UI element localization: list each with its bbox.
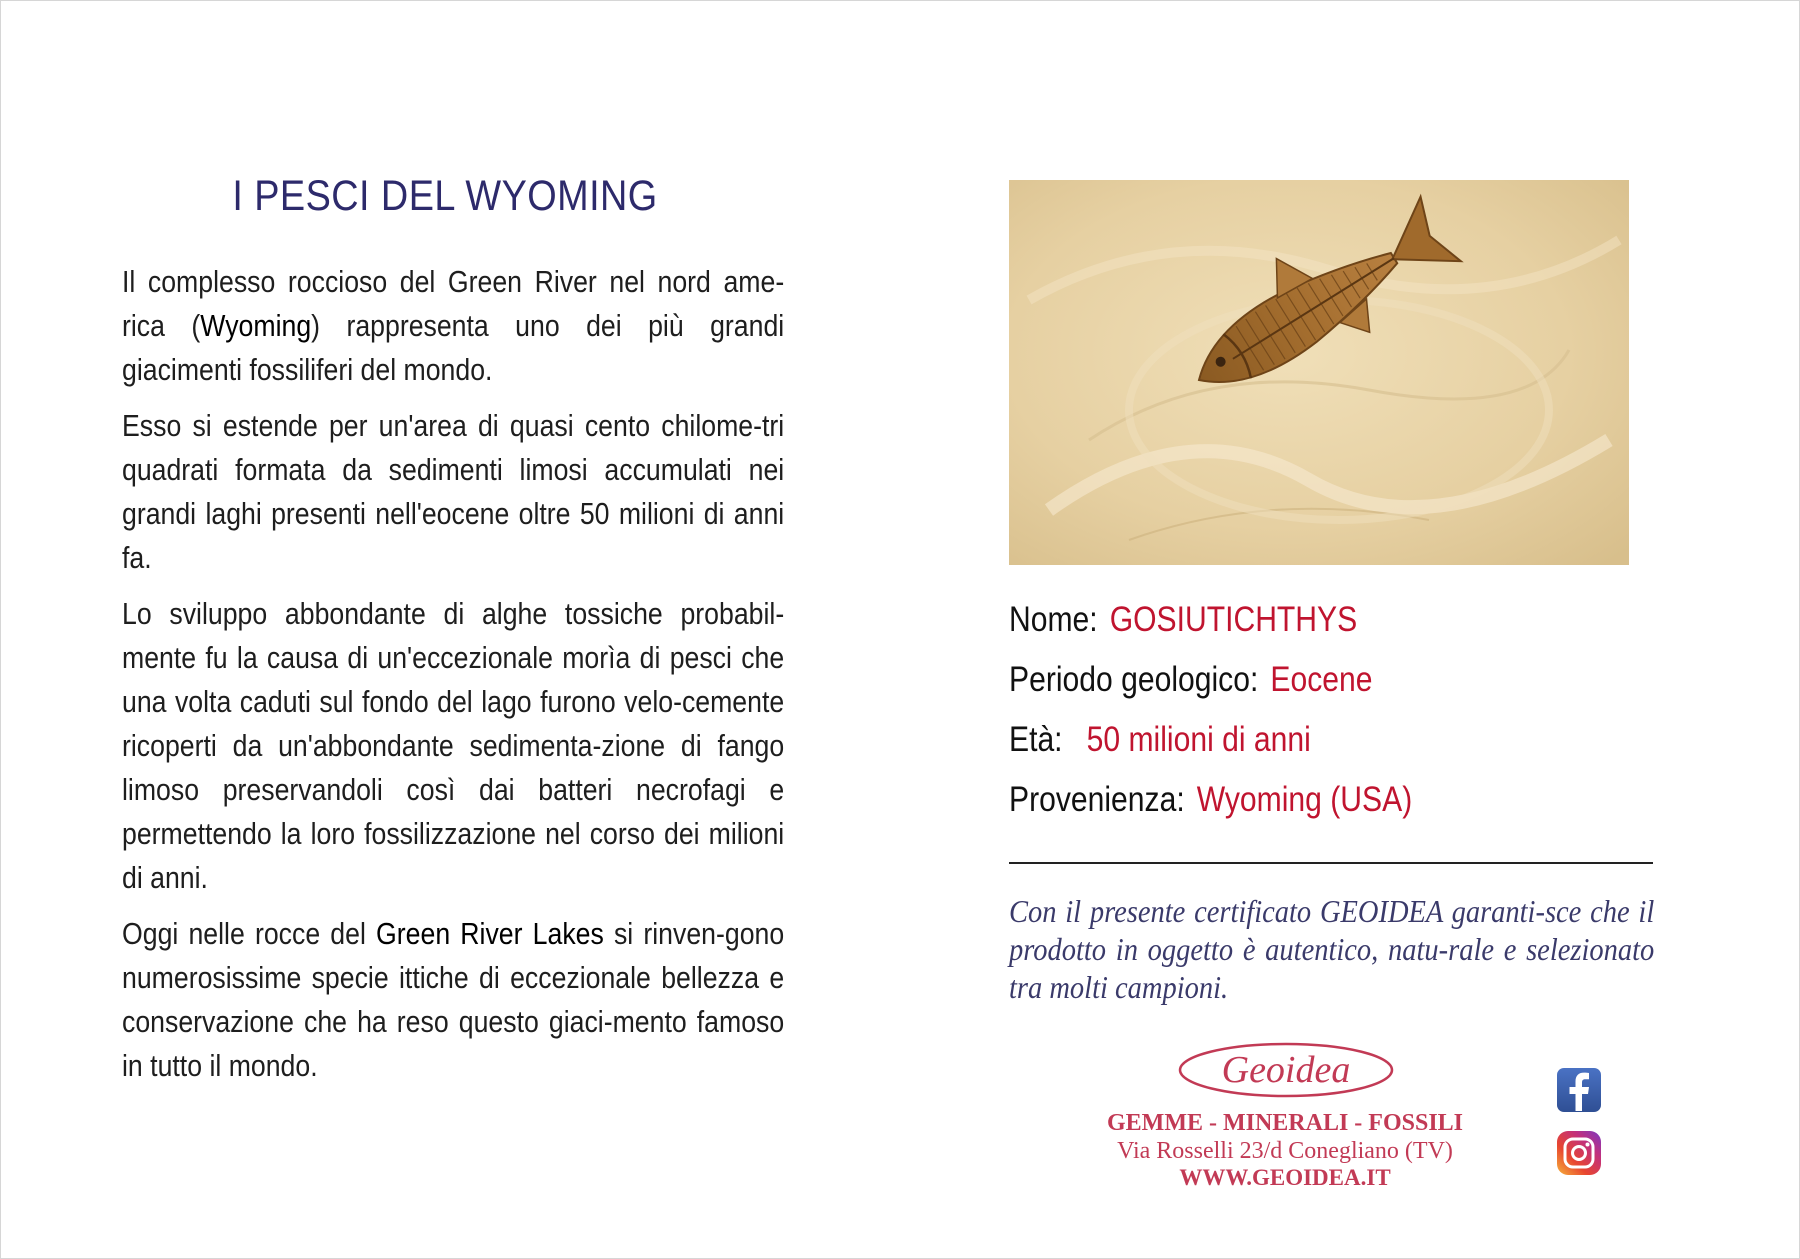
paragraph-3: Lo sviluppo abbondante di alghe tossiche probabil-mente fu la causa di un'eccezionale morìa di pesci che una volta caduti sul fondo del lago furono velo-cemente ricoperti da un'abbondante sedimenta-zione di fango limoso preservandoli così dai batteri necrofagi e permettendo la loro fossilizzazione nel corso dei milioni di anni.: [122, 596, 785, 895]
specimen-info: [1009, 595, 1628, 835]
name-value: GOSIUTICHTHYS: [1109, 600, 1358, 639]
info-row-period: [1009, 655, 1628, 715]
info-row-name: [1009, 595, 1628, 655]
info-row-origin: [1009, 775, 1628, 835]
period-label: Periodo geologico:: [1009, 660, 1259, 699]
paragraph-1: Il complesso roccioso del Green River nel nord ame-rica (Wyoming) rappresenta uno dei più grandi giacimenti fossiliferi del mondo.: [122, 264, 785, 387]
brand-address: Via Rosselli 23/d Conegliano (TV): [1117, 1138, 1453, 1164]
fossil-fish-photo: [1009, 180, 1629, 565]
age-value: 50 milioni di anni: [1086, 720, 1311, 759]
highlight-wyoming: Wyoming: [200, 308, 312, 343]
paragraph-2: Esso si estende per un'area di quasi cento chilome-tri quadrati formata da sedimenti limosi accumulati nei grandi laghi presenti nell'eocene oltre 50 milioni di anni fa.: [122, 408, 785, 575]
name-label: Nome:: [1009, 600, 1098, 639]
brand-block: [1100, 1038, 1470, 1188]
origin-value: Wyoming (USA): [1196, 780, 1413, 819]
paragraph-4: Oggi nelle rocce del Green River Lakes si rinven-gono numerosissime specie ittiche di eccezionale bellezza e conservazione che ha reso questo giaci-mento famoso in tutto il mondo.: [122, 916, 785, 1083]
brand-tagline: GEMME - MINERALI - FOSSILI: [1106, 1110, 1464, 1136]
brand-website[interactable]: WWW.GEOIDEA.IT: [1179, 1165, 1391, 1190]
section-divider: [1009, 862, 1653, 864]
facebook-icon[interactable]: [1556, 1067, 1602, 1113]
highlight-green-river-lakes: Green River Lakes: [376, 916, 604, 951]
logo-text: Geoidea: [1221, 1049, 1351, 1091]
origin-label: Provenienza:: [1009, 780, 1185, 819]
period-value: Eocene: [1270, 660, 1373, 699]
info-row-age: [1009, 715, 1628, 775]
certificate-text: Con il presente certificato GEOIDEA garanti-sce che il prodotto in oggetto è autentico, natu-rale e selezionato tra molti campioni.: [1009, 893, 1655, 1005]
age-label: Età:: [1009, 720, 1063, 759]
geoidea-logo: [1177, 1041, 1395, 1099]
instagram-icon[interactable]: [1556, 1130, 1602, 1176]
description-text: [122, 260, 784, 1100]
page-title: I PESCI DEL WYOMING: [232, 172, 658, 220]
